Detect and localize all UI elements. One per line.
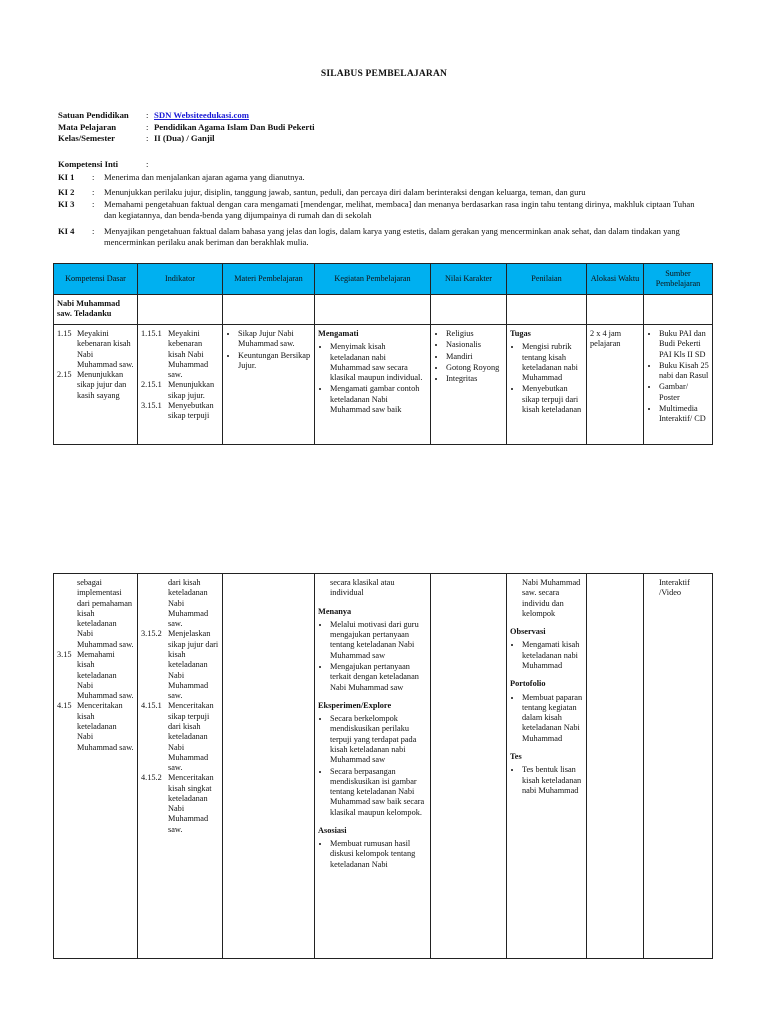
kegiatan-cell xyxy=(315,574,431,959)
list-item: • Sikap Jujur Nabi Muhammad saw. xyxy=(238,329,311,350)
section-heading: Menanya xyxy=(318,606,352,616)
alokasi-cell xyxy=(587,574,644,959)
header-materi: Materi Pembelajaran xyxy=(223,264,315,295)
list-item: • Multimedia Interaktif/ CD xyxy=(659,404,709,425)
info-row: Satuan Pendidikan : SDN Websiteedukasi.com xyxy=(58,110,249,120)
ki-item: KI 3 : Memahami pengetahuan faktual dengan cara mengamati [mendengar, melihat, membaca] dan menanya berdasarkan rasa ingin tahu tentang dirinya, makhluk ciptaan Tuhan dan kegiatannya, dan benda-benda yang dijumpainya di rumah dan di sekolah xyxy=(58,199,695,220)
section-heading: Asosiasi xyxy=(318,825,347,835)
materi-cell xyxy=(223,325,315,445)
topic-cell: Nabi Muhammad saw. Teladanku xyxy=(54,295,138,325)
sumber-cell xyxy=(644,325,713,445)
section-heading: Tes xyxy=(510,751,522,761)
list-item: • Mengisi rubrik tentang kisah keteladanan nabi Muhammad xyxy=(522,342,583,383)
page-title: SILABUS PEMBELAJARAN xyxy=(320,69,448,79)
ki-item: KI 1 : Menerima dan menjalankan ajaran agama yang dianutnya. xyxy=(58,172,305,182)
list-item: • Tes bentuk lisan kisah keteladanan nabi Muhammad xyxy=(522,765,583,796)
info-row: Mata Pelajaran : Pendidikan Agama Islam Dan Budi Pekerti xyxy=(58,121,315,132)
indikator-cell xyxy=(138,325,223,445)
kegiatan-continuation: secara klasikal atau individual xyxy=(330,578,395,598)
kd-item: 2.15 Menunjukkan sikap jujur dan kasih sayang xyxy=(57,370,127,400)
info-label: Kelas/Semester xyxy=(58,133,115,143)
list-item: • Mandiri xyxy=(446,352,503,362)
list-item: • Mengamati kisah keteladanan nabi Muhammad xyxy=(522,640,583,671)
alokasi-cell: 2 x 4 jam pelajaran xyxy=(587,325,644,445)
indikator-continuation: dari kisah keteladanan Nabi Muhammad saw. xyxy=(168,578,209,629)
list-item: • Membuat rumusan hasil diskusi kelompok tentang keteladanan Nabi xyxy=(330,839,427,870)
header-kegiatan: Kegiatan Pembelajaran xyxy=(315,264,431,295)
penilaian-cell xyxy=(507,325,587,445)
list-item: • Membuat paparan tentang kegiatan dalam kisah keteladanan Nabi Muhammad xyxy=(522,693,583,744)
kd-item: 1.15 Meyakini kebenaran kisah Nabi Muhammad saw. xyxy=(57,329,134,369)
info-label: Mata Pelajaran xyxy=(58,121,117,132)
topic-row xyxy=(54,295,713,325)
list-item: • Mengajukan pertanyaan terkait dengan keteladanan Nabi Muhammad saw xyxy=(330,662,427,693)
list-item: • Secara berkelompok mendiskusikan perilaku terpuji yang terdapat pada kisah keteladanan nabi Muhammad saw xyxy=(330,714,427,765)
header-sumber: Sumber Pembelajaran xyxy=(644,264,713,295)
list-item: • Secara berpasangan mendiskusikan isi gambar tentang keteladanan Nabi Muhammad saw baik secara klasikal maupun kelompok. xyxy=(330,767,427,818)
section-heading: Eksperimen/Explore xyxy=(318,700,392,710)
list-item: • Religius xyxy=(446,329,503,339)
sumber-cell xyxy=(644,574,713,959)
list-item: • Nasionalis xyxy=(446,340,503,350)
indikator-item: 3.15.1 Menyebutkan sikap terpuji xyxy=(141,400,214,421)
section-heading: Mengamati xyxy=(318,329,359,338)
section-heading: Observasi xyxy=(510,627,546,637)
table-row xyxy=(54,325,713,445)
header-alokasi-waktu: Alokasi Waktu xyxy=(587,264,644,295)
penilaian-cell xyxy=(507,574,587,959)
list-item: • Melalui motivasi dari guru mengajukan pertanyaan tentang keteladanan Nabi Muhammad saw xyxy=(330,620,427,661)
penilaian-continuation: Nabi Muhammad saw. secara individu dan kelompok xyxy=(522,578,581,618)
kd-cell xyxy=(54,325,138,445)
document-info xyxy=(58,110,315,145)
materi-cell xyxy=(223,574,315,959)
kegiatan-cell xyxy=(315,325,431,445)
list-item: • Menyebutkan sikap terpuji dari kisah keteladanan xyxy=(522,384,583,415)
list-item: • Gotong Royong xyxy=(446,363,503,373)
indikator-item: 4.15.2 Menceritakan kisah singkat keteladanan Nabi Muhammad saw. xyxy=(141,773,214,834)
kd-continuation: sebagai implementasi dari pemahaman kisah keteladanan Nabi Muhammad saw. xyxy=(77,578,134,649)
table-header xyxy=(54,264,713,295)
indikator-item: 2.15.1 Menunjukkan sikap jujur. xyxy=(141,380,215,400)
header-nilai-karakter: Nilai Karakter xyxy=(431,264,507,295)
sumber-continuation: Interaktif /Video xyxy=(659,578,690,598)
ki-item: KI 4 : Menyajikan pengetahuan faktual dalam bahasa yang jelas dan logis, dalam karya yang estetis, dalam gerakan yang mencerminkan anak sehat, dan dalam tindakan yang mencerminkan perilaku anak beriman dan berakhlak mulia. xyxy=(58,226,680,247)
nilai-cell xyxy=(431,574,507,959)
info-row: Kelas/Semester : II (Dua) / Ganjil xyxy=(58,133,315,145)
info-value: II (Dua) / Ganjil xyxy=(154,133,215,143)
list-item: • Gambar/ Poster xyxy=(659,382,709,403)
section-heading: Tugas xyxy=(510,329,531,338)
header-penilaian: Penilaian xyxy=(507,264,587,295)
list-item: • Menyimak kisah keteladanan nabi Muhammad saw secara klasikal maupun individual. xyxy=(330,342,427,383)
section-heading: Portofolio xyxy=(510,679,546,689)
kd-item: 4.15 Menceritakan kisah keteladanan Nabi Muhammad saw. xyxy=(57,701,134,752)
table-row xyxy=(54,574,713,959)
header-kompetensi-dasar: Kompetensi Dasar xyxy=(54,264,138,295)
syllabus-table-page-2 xyxy=(53,573,713,959)
list-item: • Integritas xyxy=(446,374,503,384)
ki-item: KI 2 : Menunjukkan perilaku jujur, disiplin, tanggung jawab, santun, peduli, dan percaya diri dalam berinteraksi dengan keluarga, teman, dan guru xyxy=(58,187,586,197)
kd-cell xyxy=(54,574,138,959)
syllabus-table-page-1 xyxy=(53,263,713,445)
list-item: • Buku PAI dan Budi Pekerti PAI Kls II SD xyxy=(659,329,709,360)
info-label: Satuan Pendidikan xyxy=(58,110,129,120)
nilai-cell xyxy=(431,325,507,445)
list-item: • Buku Kisah 25 nabi dan Rasul xyxy=(659,361,709,382)
kd-item: 3.15 Memahami kisah keteladanan Nabi Muhammad saw. xyxy=(57,649,134,701)
indikator-item: 3.15.2 Menjelaskan sikap jujur dari kisah keteladanan Nabi Muhammad saw. xyxy=(141,629,219,701)
indikator-item: 1.15.1 Meyakini kebenaran kisah Nabi Muhammad saw. xyxy=(141,329,209,380)
school-link[interactable]: SDN Websiteedukasi.com xyxy=(154,110,249,120)
header-indikator: Indikator xyxy=(138,264,223,295)
list-item: • Mengamati gambar contoh keteladanan Nabi Muhammad saw baik xyxy=(330,384,427,415)
ki-heading: Kompetensi Inti : xyxy=(58,159,149,169)
list-item: • Keuntungan Bersikap Jujur. xyxy=(238,351,311,372)
indikator-item: 4.15.1 Menceritakan sikap terpuji dari kisah keteladanan Nabi Muhammad saw. xyxy=(141,701,214,773)
indikator-cell xyxy=(138,574,223,959)
info-value: Pendidikan Agama Islam Dan Budi Pekerti xyxy=(154,121,315,132)
